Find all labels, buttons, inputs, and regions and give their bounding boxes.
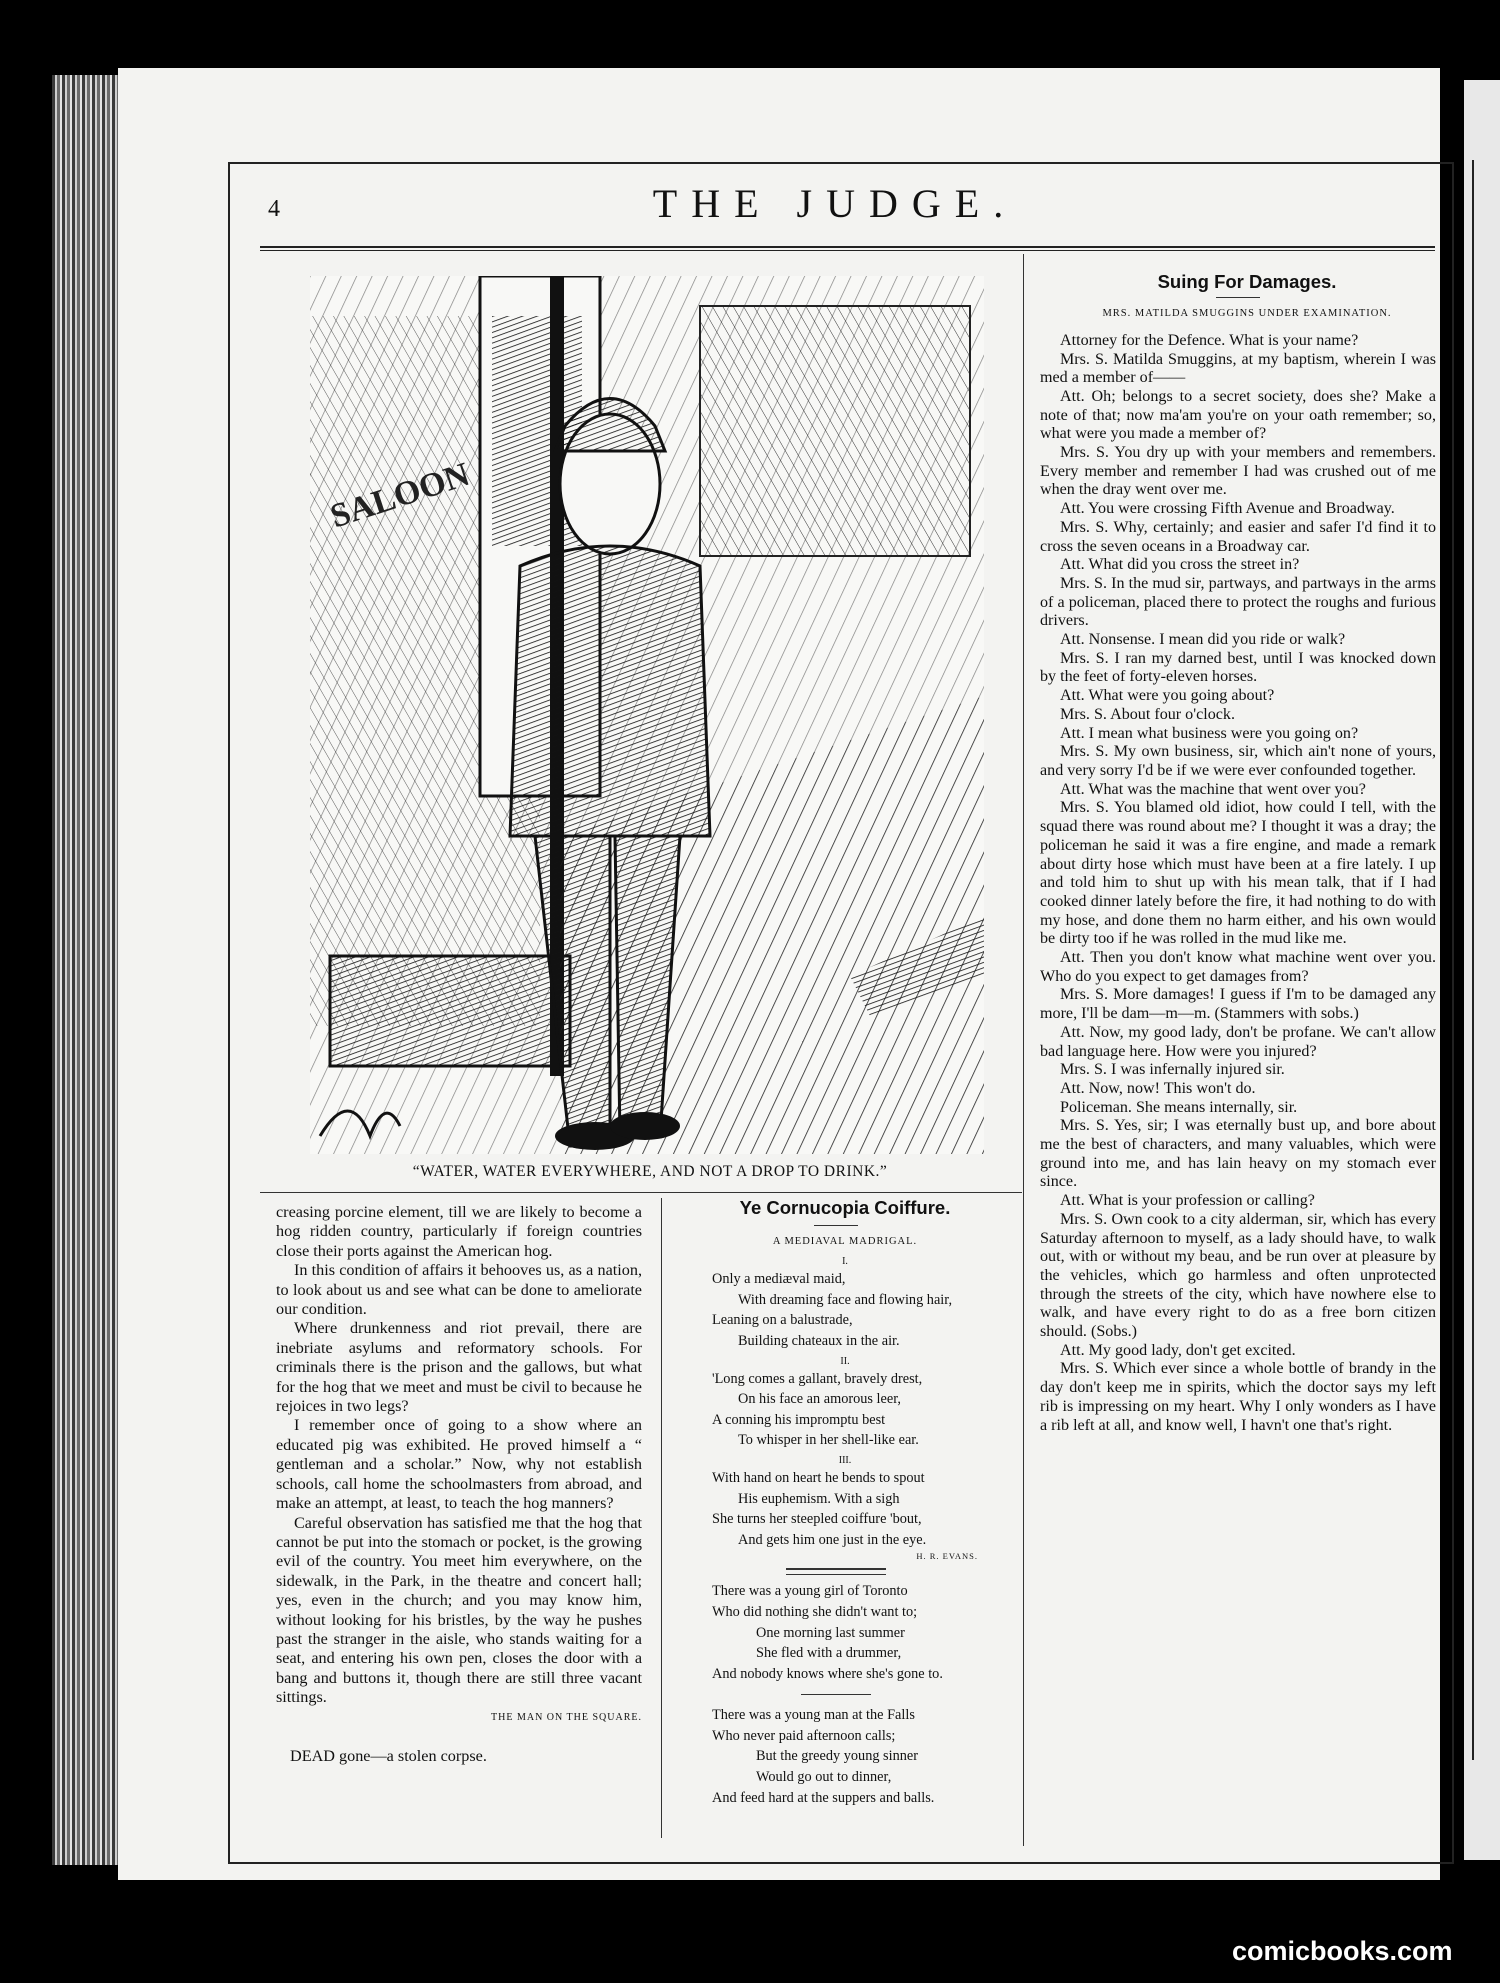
dialogue-line: Mrs. S. You dry up with your members and remembers. Every member and remember I had was crushed out of me when the dray went over me. [1040,444,1436,499]
saloon-sign: SALOON [326,455,475,536]
book-binding-edge [52,75,122,1865]
limerick-line: But the greedy young sinner [756,1748,918,1765]
dialogue-line: Mrs. S. Which ever since a whole bottle of brandy in the day don't keep me in spirits, which the doctor says my left rib is impressing on my heart. Why I only wonders as I have a rib left at all, and know well, I havn't one that's right. [1040,1360,1436,1434]
poem-column [694,1198,978,1808]
dialogue-line: Mrs. S. My own business, sir, which ain't none of yours, and very sorry I'd be if we were ever confounded together. [1040,743,1436,779]
dialogue-line: Att. You were crossing Fifth Avenue and Broadway. [1060,500,1395,518]
dialogue-line: Mrs. S. Why, certainly; and easier and safer I'd find it to cross the seven oceans in a Broadway car. [1040,518,1436,555]
dialogue-line: Mrs. S. I ran my darned best, until I was knocked down by the feet of forty-eleven horses. [1040,649,1436,686]
title-rule [814,1225,858,1226]
poem-line: Only a mediæval maid, [712,1271,846,1288]
dialogue-line: Att. Oh; belongs to a secret society, does she? Make a note of that; now ma'am you're on your oath remember; so, what were you made a member of? [1040,387,1436,443]
poem-line: On his face an amorous leer, [738,1391,901,1408]
limerick-line: One morning last summer [756,1624,905,1641]
dialogue-lines [1040,332,1436,1435]
dialogue-line: Att. What were you going about? [1060,687,1275,705]
poem-line: A conning his impromptu best [712,1411,886,1428]
limerick-line: And nobody knows where she's gone to. [712,1665,943,1682]
poem-title: Ye Cornucopia Coiffure. [739,1197,951,1218]
dialogue-line: Attorney for the Defence. What is your name? [1060,331,1359,349]
adjacent-page-edge [1464,80,1500,1860]
dialogue-line: Att. What was the machine that went over you? [1060,780,1366,798]
page-number: 4 [268,196,280,222]
dialogue-line: Policeman. She means internally, sir. [1060,1098,1298,1116]
dialogue-line: Mrs. S. Matilda Smuggins, at my baptism, wherein I was med a member of—— [1040,350,1436,387]
article-paragraph: Where drunkenness and riot prevail, there are inebriate asylums and reformatory schools. For criminals there is the prison and the gallows, but what for the hog that we meet and must be civil to because he rejoices in two legs? [276,1319,642,1416]
illustration-bottom-rule [260,1192,1022,1193]
dialogue-line: Mrs. S. Own cook to a city alderman, sir, which has every Saturday afternoon to myself, as a lady should have, to walk out, with or without my beau, and be run over at pleasure by the vehicles, which go harmless and often unprotected through the streets of the city, which have nowhere else to walk, and have every right to do as a free born citizen should. (Sobs.) [1040,1210,1436,1341]
cartoon-drawing [310,276,984,1154]
dialogue-line: Att. I mean what business were you going on? [1060,724,1359,742]
closing-line: DEAD gone—a stolen corpse. [290,1746,487,1765]
limerick-line: And feed hard at the suppers and balls. [712,1789,935,1806]
stanza-numeral: III. [838,1454,852,1466]
article-paragraph: I remember once of going to a show where an educated pig was exhibited. He proved himself a “ gentleman and a scholar.” Now, why not establish schools, call home the schoolmasters from abroad, and make an attempt, at least, to teach the hog manners? [276,1416,642,1513]
poem-line: With hand on heart he bends to spout [712,1469,925,1486]
article-paragraph: In this condition of affairs it behooves us, as a nation, to look about us and see what can be done to ameliorate our condition. [276,1261,642,1319]
dialogue-line: Att. Now, my good lady, don't be profane. We can't allow bad language here. How were you injured? [1040,1023,1436,1060]
dialogue-line: Att. Nonsense. I mean did you ride or walk? [1060,631,1346,649]
dialogue-line: Mrs. S. Yes, sir; I was eternally bust up, and bore about me the best of characters, and many valuables, which were ground into me, and has lain heavy on my stomach ever since. [1040,1117,1436,1191]
masthead-title: THE JUDGE. [652,181,1018,226]
dialogue-line: Att. My good lady, don't get excited. [1060,1341,1296,1359]
article-subtitle: MRS. MATILDA SMUGGINS UNDER EXAMINATION. [1102,308,1392,320]
poem-line: His euphemism. With a sigh [738,1490,900,1507]
limerick-line: She fled with a drummer, [756,1645,902,1662]
dialogue-line: Mrs. S. In the mud sir, partways, and partways in the arms of a policeman, placed there to protect the roughs and furious drivers. [1040,574,1436,630]
limerick-line: There was a young man at the Falls [712,1707,915,1724]
poem-line: She turns her steepled coiffure 'bout, [712,1511,922,1528]
article-paragraph: Careful observation has satisfied me that the hog that cannot be put into the stomach or pocket, is the growing evil of the country. You meet him everywhere, on the sidewalk, in the Park, in the theatre and concert hall; yes, even in the church; and you may know him, without looking for his bristles, by the way he pushes past the stranger in the aisle, who stands waiting for a seat, and entering his own pen, closes the door with a bang and buttons it, though there are still three vacant sittings. [276,1513,642,1707]
masthead-rule [260,246,1435,251]
watermark: comicbooks.com [1232,1936,1453,1966]
dialogue-line: Att. What did you cross the street in? [1060,556,1300,574]
dialogue-line: Mrs. S. More damages! I guess if I'm to be damaged any more, I'll be dam—m—m. (Stammers with sobs.) [1040,986,1436,1023]
stanza-numeral: II. [840,1355,850,1367]
section-divider [786,1568,886,1575]
column-divider-left [661,1198,662,1838]
stanza-numeral: I. [842,1256,848,1268]
dialogue-line: Mrs. S. You blamed old idiot, how could I tell, with the squad there was round about me? I thought it was a dray; the policeman he said it was a fire engine, and made a remark about dirty hose which must have been at a fire lately. I up and told him to shut up with his mean talk, that if I had cooked dinner lately before the fire, it had nothing to do with my hose, and done them no harm either, and his own would be dirty too if he was rolled in the mud like me. [1040,799,1436,948]
illustration-caption: “WATER, WATER EVERYWHERE, AND NOT A DROP TO DRINK.” [412,1163,888,1180]
article-title: Suing For Damages. [1157,271,1337,292]
poem-line: Leaning on a balustrade, [712,1312,853,1329]
dialogue-line: Mrs. S. I was infernally injured sir. [1060,1061,1285,1079]
section-divider [801,1694,871,1695]
dialogue-line: Mrs. S. About four o'clock. [1060,705,1236,723]
right-column-article [1040,272,1436,1435]
dialogue-line: Att. Then you don't know what machine went over you. Who do you expect to get damages from? [1040,949,1436,985]
limerick-line: Who did nothing she didn't want to; [712,1603,918,1620]
limerick-line: Would go out to dinner, [756,1769,892,1786]
poem-line: With dreaming face and flowing hair, [738,1291,953,1308]
poem-line: And gets him one just in the eye. [738,1531,927,1548]
poem-author: H. R. EVANS. [916,1551,978,1562]
poem-line: Building chateaux in the air. [738,1332,900,1349]
limerick-line: There was a young girl of Toronto [712,1583,908,1600]
dialogue-line: Att. Now, now! This won't do. [1060,1079,1256,1097]
dialogue-line: Att. What is your profession or calling? [1060,1192,1315,1210]
cartoon-illustration [310,276,984,1154]
poem-subtitle: A MEDIAVAL MADRIGAL. [772,1235,918,1247]
title-rule [1216,297,1260,298]
limerick-line: Who never paid afternoon calls; [712,1727,896,1744]
left-column-article [276,1203,642,1766]
poem-line: To whisper in her shell-like ear. [738,1432,919,1449]
poem-line: 'Long comes a gallant, bravely drest, [712,1370,923,1387]
column-divider-right [1023,254,1024,1846]
article-paragraph: creasing porcine element, till we are likely to become a hog ridden country, particularly if foreign countries close their ports against the American hog. [276,1203,642,1260]
article-signature: THE MAN ON THE SQUARE. [491,1711,642,1723]
